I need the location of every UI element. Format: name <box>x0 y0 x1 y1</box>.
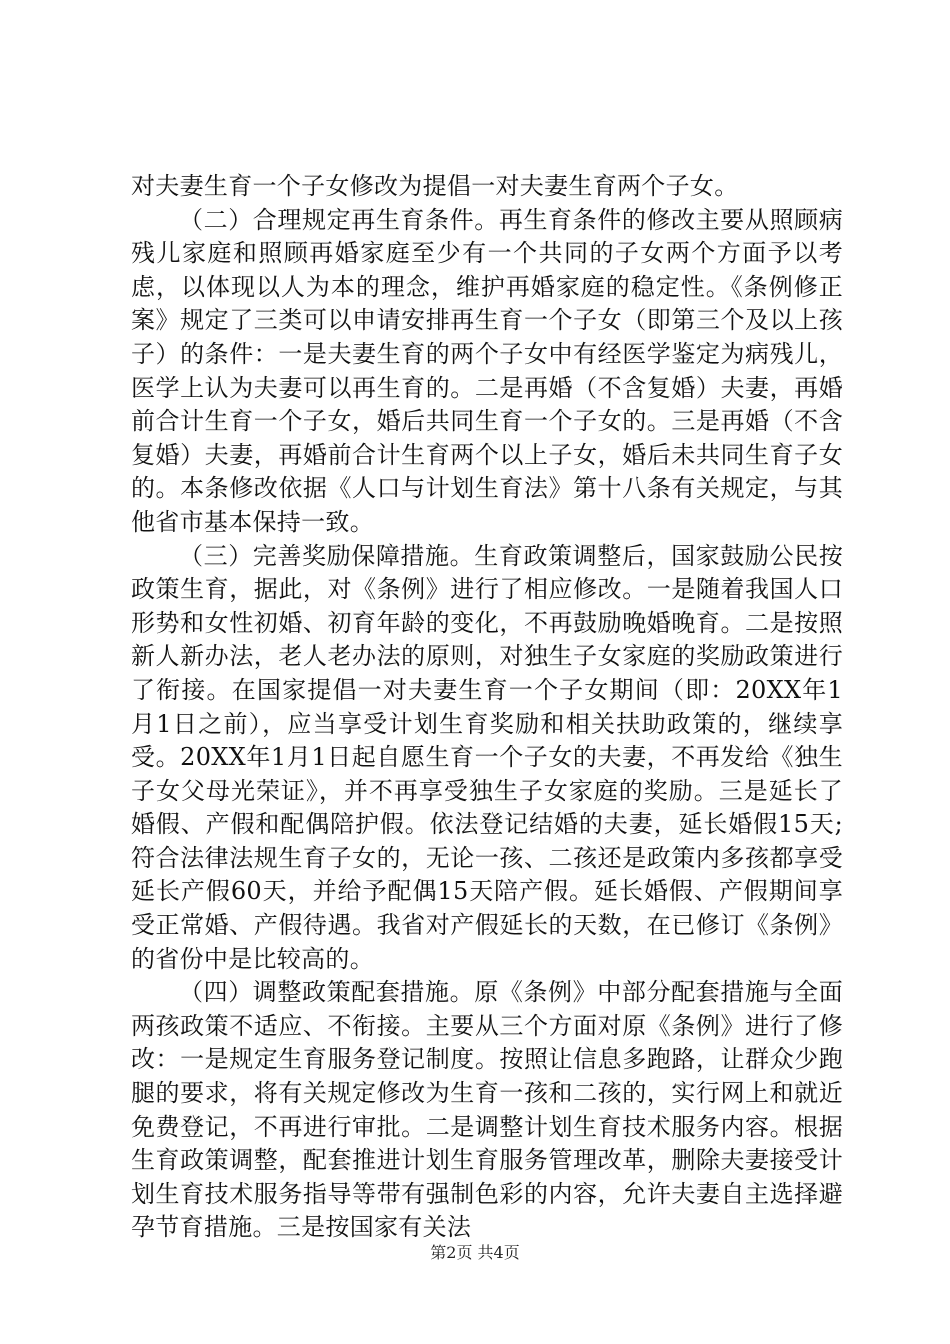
paragraph-1: 对夫妻生育一个子女修改为提倡一对夫妻生育两个子女。 <box>131 172 739 200</box>
document-body <box>131 170 843 1245</box>
paragraph-4: （四）调整政策配套措施。原《条例》中部分配套措施与全面两孩政策不适应、不衔接。主要从三个方面对原《条例》进行了修改：一是规定生育服务登记制度。按照让信息多跑路，让群众少跑腿的要求，将有关规定修改为生育一孩和二孩的，实行网上和就近免费登记，不再进行审批。二是调整计划生育技术服务内容。根据生育政策调整，配套推进计划生育服务管理改革，删除夫妻接受计划生育技术服务指导等带有强制色彩的内容，允许夫妻自主选择避孕节育措施。三是按国家有关法 <box>131 978 843 1242</box>
paragraph-2: （二）合理规定再生育条件。再生育条件的修改主要从照顾病残儿家庭和照顾再婚家庭至少有一个共同的子女两个方面予以考虑，以体现以人为本的理念，维护再婚家庭的稳定性。《条例修正案》规定了三类可以申请安排再生育一个子女（即第三个及以上孩子）的条件：一是夫妻生育的两个子女中有经医学鉴定为病残儿，医学上认为夫妻可以再生育的。二是再婚（不含复婚）夫妻，再婚前合计生育一个子女，婚后共同生育一个子女的。三是再婚（不含复婚）夫妻，再婚前合计生育两个以上子女，婚后未共同生育子女的。本条修改依据《人口与计划生育法》第十八条有关规定，与其他省市基本保持一致。 <box>131 205 843 536</box>
paragraph-3: （三）完善奖励保障措施。生育政策调整后，国家鼓励公民按政策生育，据此，对《条例》进行了相应修改。一是随着我国人口形势和女性初婚、初育年龄的变化，不再鼓励晚婚晚育。二是按照新人新办法，老人老办法的原则，对独生子女家庭的奖励政策进行了衔接。在国家提倡一对夫妻生育一个子女期间（即：20XX年1月1日之前），应当享受计划生育奖励和相关扶助政策的，继续享受。20XX年1月1日起自愿生育一个子女的夫妻，不再发给《独生子女父母光荣证》，并不再享受独生子女家庭的奖励。三是延长了婚假、产假和配偶陪护假。依法登记结婚的夫妻，延长婚假15天;符合法律法规生育子女的，无论一孩、二孩还是政策内多孩都享受延长产假60天，并给予配偶15天陪产假。延长婚假、产假期间享受正常婚、产假待遇。我省对产假延长的天数，在已修订《条例》的省份中是比较高的。 <box>131 541 843 973</box>
page-number: 第2页 共4页 <box>430 1243 520 1262</box>
page-footer <box>0 1240 950 1263</box>
